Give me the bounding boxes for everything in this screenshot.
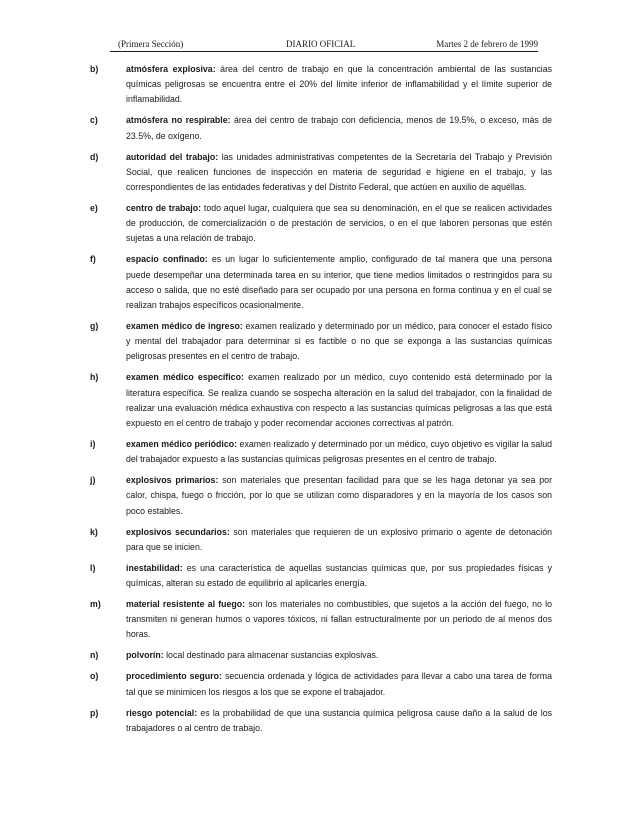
header-rule <box>110 51 538 52</box>
definition-text: secuencia ordenada y lógica de actividades para llevar a cabo una tarea de forma tal que se minimicen los riesgos a los que se expone el trabajador. <box>126 671 552 697</box>
definition-text: son materiales que requieren de un explosivo primario o agente de detonación para que se inicien. <box>126 526 552 552</box>
definition-item <box>90 319 552 365</box>
definition-text: local destinado para almacenar sustancias explosivas. <box>166 650 379 661</box>
definition-item <box>90 525 552 555</box>
definition-item <box>90 370 552 431</box>
definition-term: material resistente al fuego: <box>126 599 246 610</box>
definition-item <box>90 62 552 108</box>
definition-text: área del centro de trabajo en que la concentración ambiental de las sustancias químicas peligrosas se encuentra entre el 20% del límite inferior de inflamabilidad y el límite superior de inflamabilidad. <box>126 64 552 105</box>
definition-term: examen médico de ingreso: <box>126 321 243 332</box>
definition-letter: e) <box>90 203 98 214</box>
definition-letter: f) <box>90 254 96 265</box>
definition-letter: n) <box>90 650 99 661</box>
definition-item <box>90 669 552 699</box>
definition-term: examen médico periódico: <box>126 439 238 450</box>
page-header <box>110 39 538 55</box>
definition-item <box>90 473 552 519</box>
definition-item <box>90 648 552 663</box>
definition-text: examen realizado por un médico, cuyo contenido está determinado por la literatura específica. Se realiza cuando se sospecha alteración en la salud del trabajador, con la finalidad de realizar una evaluación médica exhaustiva con respecto a las sustancias químicas peligrosas a las que está expuesto en el centro de trabajo y poder recomendar acciones correctivas al patrón. <box>126 372 552 429</box>
definition-letter: i) <box>90 439 96 450</box>
definition-item <box>90 561 552 591</box>
definition-letter: d) <box>90 151 99 162</box>
definition-term: examen médico específico: <box>126 372 244 383</box>
definition-text: todo aquel lugar, cualquiera que sea su denominación, en el que se realicen actividades de producción, de comercialización o de prestación de servicios, o en el que laboren personas que estén sujetas a una relación de trabajo. <box>126 203 553 244</box>
definition-text: las unidades administrativas competentes de la Secretaría del Trabajo y Previsión Social, que realicen funciones de inspección en materia de seguridad e higiene en el trabajo, y las correspondientes de las entidades federativas y del Distrito Federal, que actúen en auxilio de aquéllas. <box>126 151 552 193</box>
definition-letter: b) <box>90 64 99 74</box>
definition-term: centro de trabajo: <box>126 203 202 214</box>
definition-term: explosivos secundarios: <box>126 526 230 537</box>
definition-term: polvorín: <box>126 650 164 661</box>
definition-letter: j) <box>90 475 96 486</box>
definition-letter: h) <box>90 372 99 383</box>
definition-text: es la probabilidad de que una sustancia química peligrosa cause daño a la salud de los trabajadores o al centro de trabajo. <box>126 707 552 733</box>
definition-term: riesgo potencial: <box>126 707 198 718</box>
definition-text: área del centro de trabajo con deficiencia, menos de 19.5%, o exceso, más de 23.5%, de oxígeno. <box>126 115 552 141</box>
definition-text: examen realizado y determinado por un médico, para conocer el estado físico y mental del trabajador para determinar si es factible o no que se exponga a las sustancias químicas peligrosas presentes en el centro de trabajo. <box>126 321 552 362</box>
definition-term: procedimiento seguro: <box>126 671 222 682</box>
header-publication: DIARIO OFICIAL <box>286 39 356 49</box>
definition-item <box>90 597 552 643</box>
header-section: (Primera Sección) <box>118 39 184 49</box>
definition-letter: m) <box>90 599 101 610</box>
definition-text: son los materiales no combustibles, que sujetos a la acción del fuego, no lo transmiten ni generan humos o vapores tóxicos, ni fallan estructuralmente por un periodo de al menos dos horas. <box>126 599 552 640</box>
definition-item <box>90 150 552 196</box>
definition-letter: g) <box>90 321 99 332</box>
definition-text: es una característica de aquellas sustancias químicas que, por sus propiedades físicas y químicas, alteran su estado de equilibrio al aplicarles energía. <box>126 562 552 589</box>
definition-text: examen realizado y determinado por un médico, cuyo objetivo es vigilar la salud del trabajador expuesto a las sustancias químicas peligrosas presentes en el centro de trabajo. <box>126 439 552 465</box>
definition-item <box>90 706 552 736</box>
header-date: Martes 2 de febrero de 1999 <box>436 39 538 49</box>
definition-term: explosivos primarios: <box>126 475 219 486</box>
definition-term: atmósfera no respirable: <box>126 115 231 126</box>
definition-term: autoridad del trabajo: <box>126 151 219 162</box>
definition-letter: c) <box>90 115 98 126</box>
definition-text: es un lugar lo suficientemente amplio, configurado de tal manera que una persona puede desempeñar una determinada tarea en su interior, que tiene medios limitados o restringidos para su acceso o salida, que no esté diseñado para ser ocupado por una persona en forma continua y en el cual se realizan trabajos específicos ocasionalmente. <box>126 254 552 311</box>
definition-letter: p) <box>90 707 99 718</box>
definition-text: son materiales que presentan facilidad para que se les haga detonar ya sea por calor, chispa, fuego o fricción, por lo que se utilizan como disparadores y en la mayoría de los casos son poco estables. <box>126 475 552 516</box>
definition-letter: k) <box>90 526 98 537</box>
definitions-list <box>90 62 552 742</box>
definition-term: atmósfera explosiva: <box>126 64 216 74</box>
definition-term: inestabilidad: <box>126 562 183 573</box>
definition-item <box>90 113 552 143</box>
definition-item <box>90 437 552 467</box>
definition-item <box>90 252 552 313</box>
definition-letter: l) <box>90 562 96 573</box>
definition-term: espacio confinado: <box>126 254 208 265</box>
definition-item <box>90 201 552 247</box>
definition-letter: o) <box>90 671 99 682</box>
